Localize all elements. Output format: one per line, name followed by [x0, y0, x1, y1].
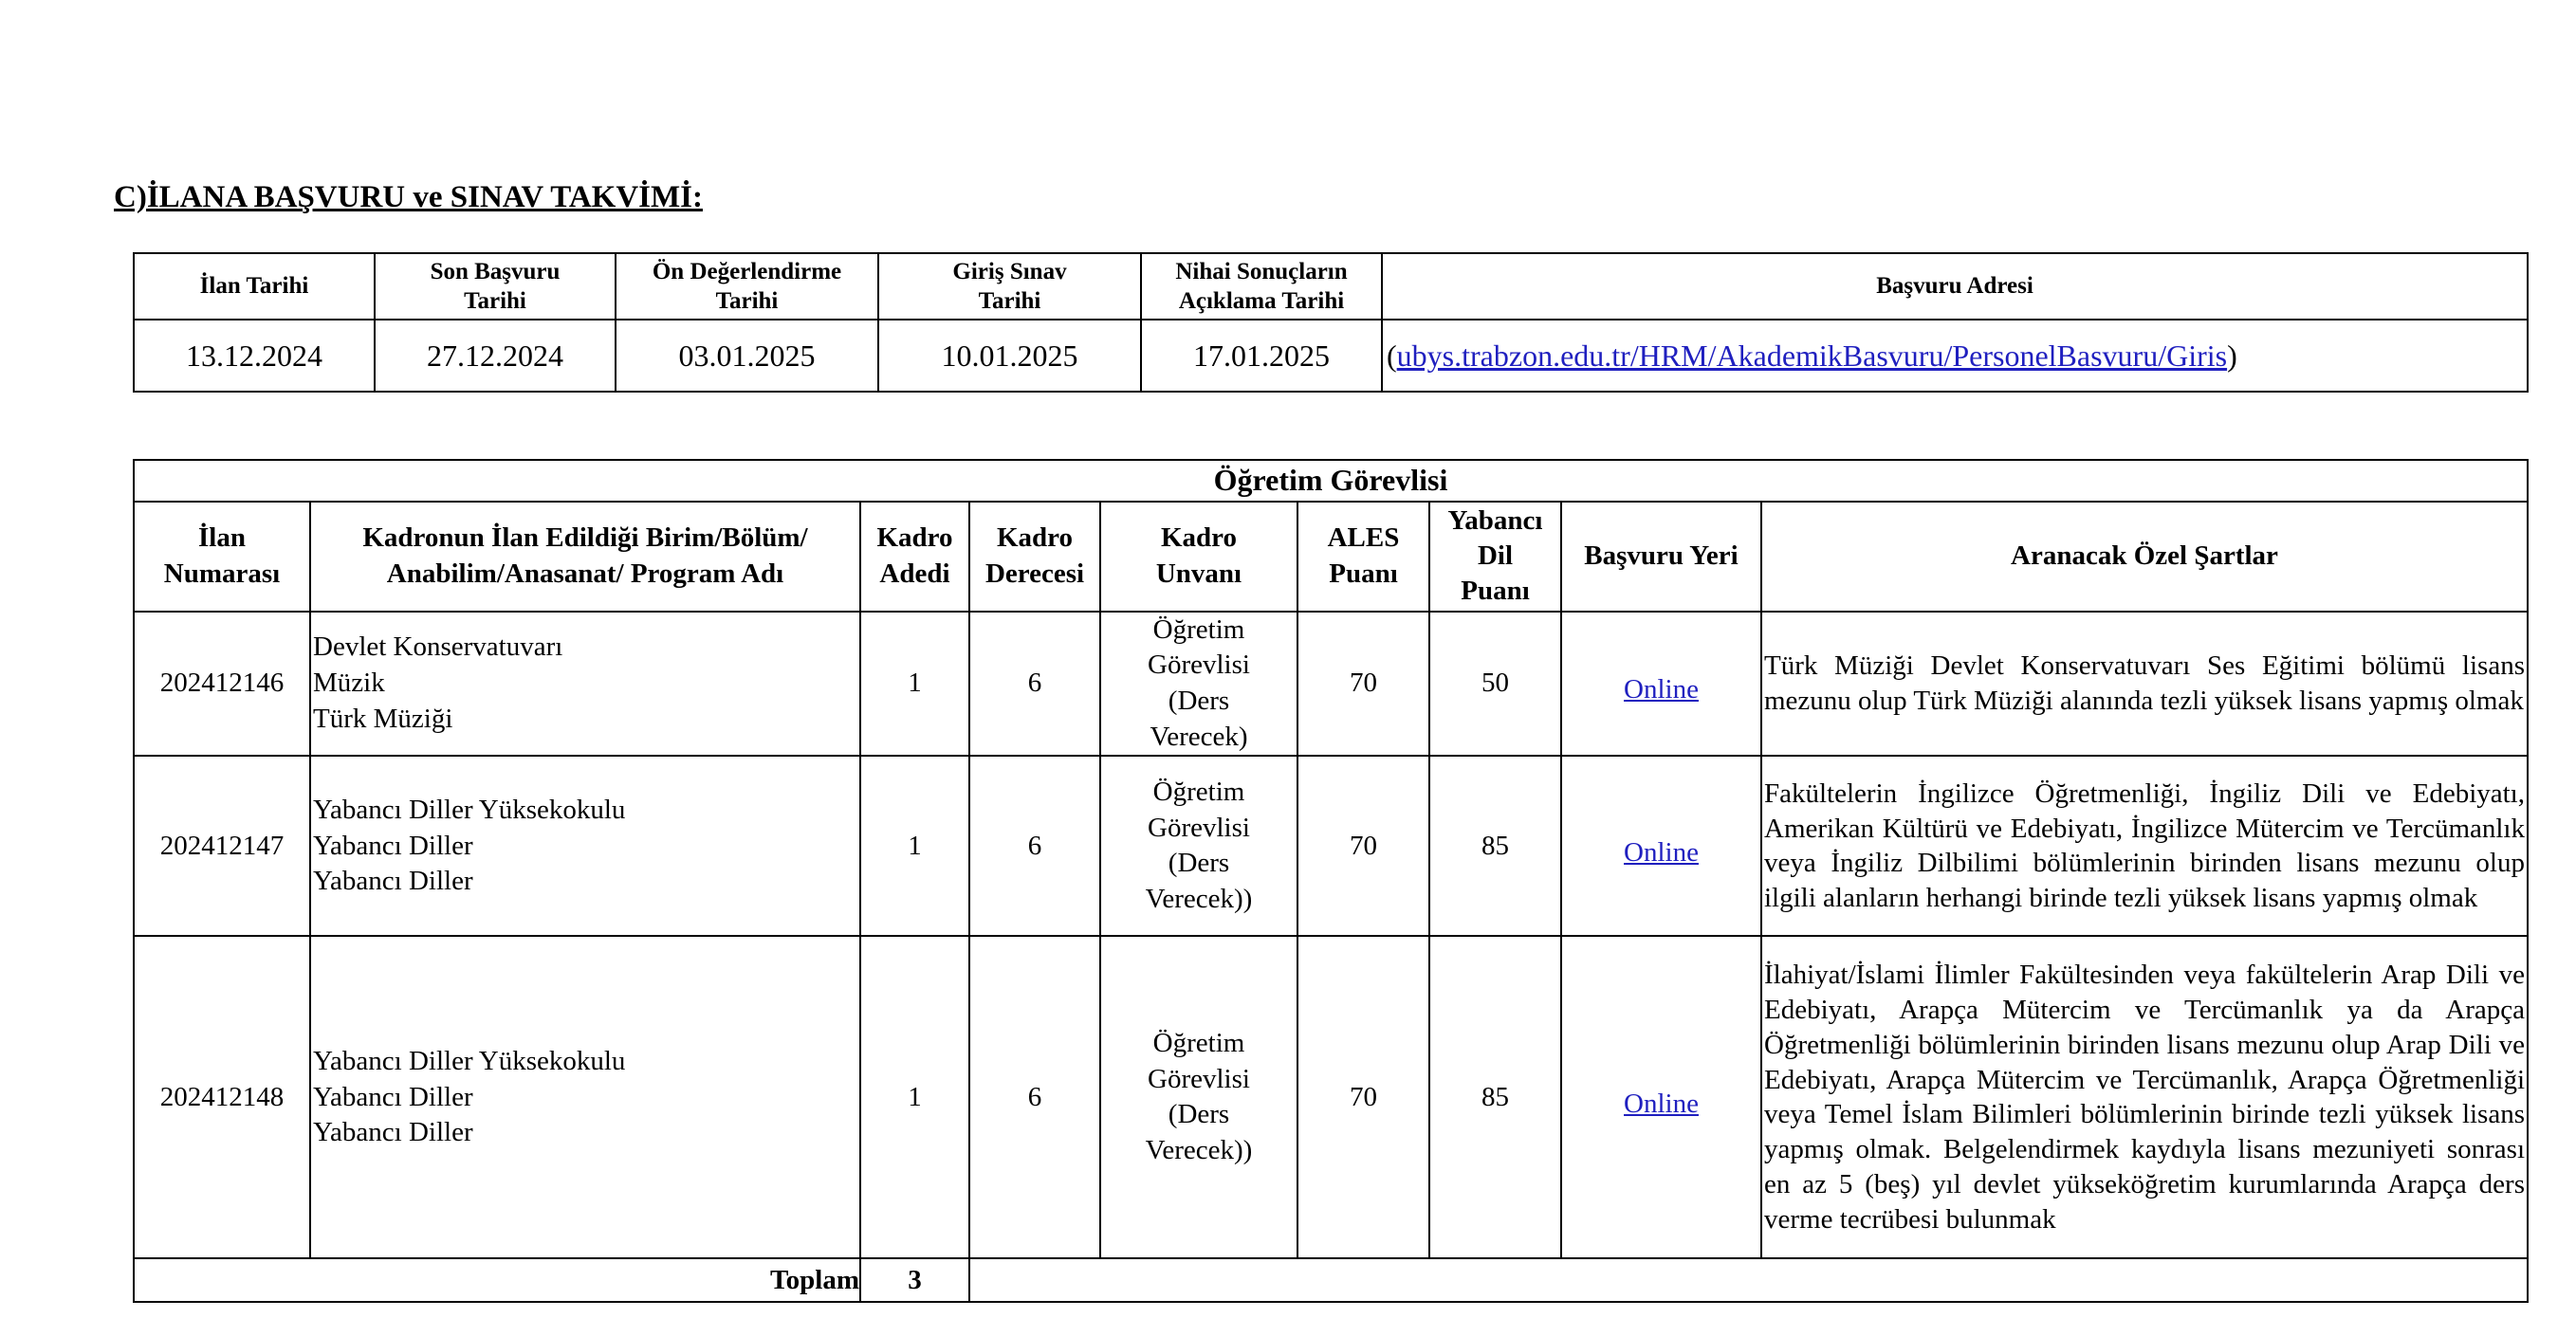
- kadro-adedi: 1: [860, 612, 969, 757]
- calendar-table: [133, 252, 2529, 393]
- kadro-derecesi: 6: [969, 756, 1100, 936]
- calendar-values-row: [134, 320, 2528, 392]
- header-son-basvuru: Son Başvuru Tarihi: [375, 253, 616, 320]
- value-nihai-sonuc: 17.01.2025: [1141, 320, 1382, 392]
- kadro-birim: Devlet Konservatuvarı Müzik Türk Müziği: [310, 612, 860, 757]
- ales-puani: 70: [1297, 612, 1429, 757]
- value-on-degerlendirme: 03.01.2025: [616, 320, 878, 392]
- header-basvuru-yeri: Başvuru Yeri: [1561, 502, 1761, 612]
- table-row: [134, 756, 2528, 936]
- positions-header-row: [134, 502, 2528, 612]
- basvuru-adresi-link[interactable]: ubys.trabzon.edu.tr/HRM/AkademikBasvuru/PersonelBasvuru/Giris: [1396, 338, 2228, 373]
- header-ales-puani: ALES Puanı: [1297, 502, 1429, 612]
- kadro-adedi: 1: [860, 756, 969, 936]
- ilan-numarasi: 202412146: [134, 612, 310, 757]
- value-giris-sinav: 10.01.2025: [878, 320, 1141, 392]
- basvuru-yeri: [1561, 612, 1761, 757]
- header-ilan-numarasi: İlan Numarası: [134, 502, 310, 612]
- ozel-sartlar: Fakültelerin İngilizce Öğretmenliği, İngiliz Dili ve Edebiyatı, Amerikan Kültürü ve Edebiyatı, İngilizce Mütercim ve Tercümanlık veya İngiliz Dilbilimi bölümlerinin birinden lisans mezunu olup ilgili alanların herhangi birinde tezli yüksek lisans yapmış olmak: [1761, 756, 2528, 936]
- positions-caption-row: [134, 460, 2528, 502]
- kadro-birim: Yabancı Diller Yüksekokulu Yabancı Diller Yabancı Diller: [310, 936, 860, 1258]
- value-son-basvuru: 27.12.2024: [375, 320, 616, 392]
- value-basvuru-adresi: (ubys.trabzon.edu.tr/HRM/AkademikBasvuru/PersonelBasvuru/Giris): [1382, 320, 2528, 392]
- basvuru-yeri: [1561, 756, 1761, 936]
- positions-table: [133, 459, 2529, 1303]
- total-empty: [969, 1258, 2528, 1302]
- kadro-unvani: Öğretim Görevlisi (Ders Verecek): [1100, 612, 1297, 757]
- ales-puani: 70: [1297, 756, 1429, 936]
- yabanci-dil-puani: 85: [1429, 936, 1561, 1258]
- online-link[interactable]: Online: [1624, 674, 1699, 705]
- value-ilan-tarihi: 13.12.2024: [134, 320, 375, 392]
- table-row: [134, 936, 2528, 1258]
- header-kadro-birim: Kadronun İlan Edildiği Birim/Bölüm/ Anabilim/Anasanat/ Program Adı: [310, 502, 860, 612]
- kadro-unvani: Öğretim Görevlisi (Ders Verecek)): [1100, 936, 1297, 1258]
- header-nihai-sonuc: Nihai Sonuçların Açıklama Tarihi: [1141, 253, 1382, 320]
- online-link[interactable]: Online: [1624, 1088, 1699, 1119]
- yabanci-dil-puani: 50: [1429, 612, 1561, 757]
- table-row: [134, 612, 2528, 757]
- header-on-degerlendirme: Ön Değerlendirme Tarihi: [616, 253, 878, 320]
- kadro-unvani: Öğretim Görevlisi (Ders Verecek)): [1100, 756, 1297, 936]
- calendar-header-row: [134, 253, 2528, 320]
- header-giris-sinav: Giriş Sınav Tarihi: [878, 253, 1141, 320]
- yabanci-dil-puani: 85: [1429, 756, 1561, 936]
- header-basvuru-adresi: Başvuru Adresi: [1382, 253, 2528, 320]
- header-ozel-sartlar: Aranacak Özel Şartlar: [1761, 502, 2528, 612]
- section-title: C)İLANA BAŞVURU ve SINAV TAKVİMİ:: [114, 180, 703, 214]
- kadro-derecesi: 6: [969, 612, 1100, 757]
- ilan-numarasi: 202412147: [134, 756, 310, 936]
- online-link[interactable]: Online: [1624, 836, 1699, 868]
- total-row: [134, 1258, 2528, 1302]
- kadro-derecesi: 6: [969, 936, 1100, 1258]
- positions-caption: Öğretim Görevlisi: [134, 460, 2528, 502]
- total-value: 3: [860, 1258, 969, 1302]
- ozel-sartlar: Türk Müziği Devlet Konservatuvarı Ses Eğitimi bölümü lisans mezunu olup Türk Müziği alanında tezli yüksek lisans yapmış olmak: [1761, 612, 2528, 757]
- kadro-birim: Yabancı Diller Yüksekokulu Yabancı Diller Yabancı Diller: [310, 756, 860, 936]
- ilan-numarasi: 202412148: [134, 936, 310, 1258]
- header-kadro-adedi: Kadro Adedi: [860, 502, 969, 612]
- kadro-adedi: 1: [860, 936, 969, 1258]
- header-ilan-tarihi: İlan Tarihi: [134, 253, 375, 320]
- header-kadro-unvani: Kadro Unvanı: [1100, 502, 1297, 612]
- ales-puani: 70: [1297, 936, 1429, 1258]
- ozel-sartlar: İlahiyat/İslami İlimler Fakültesinden veya fakültelerin Arap Dili ve Edebiyatı, Arapça Mütercim ve Tercümanlık ya da Arapça Öğretmenliği bölümlerinin birinden lisans mezunu olup Arap Dili ve Edebiyatı, Arapça Mütercim ve Tercümanlık, Arapça Öğretmenliği veya Temel İslam Bilimleri bölümlerinin birinde tezli yüksek lisans yapmış olmak. Belgelendirmek kaydıyla lisans mezuniyeti sonrası en az 5 (beş) yıl devlet yükseköğretim kurumlarında Arapça ders verme tecrübesi bulunmak: [1761, 936, 2528, 1258]
- header-kadro-derecesi: Kadro Derecesi: [969, 502, 1100, 612]
- basvuru-yeri: [1561, 936, 1761, 1258]
- total-label: Toplam: [134, 1258, 860, 1302]
- header-yabanci-dil-puani: Yabancı Dil Puanı: [1429, 502, 1561, 612]
